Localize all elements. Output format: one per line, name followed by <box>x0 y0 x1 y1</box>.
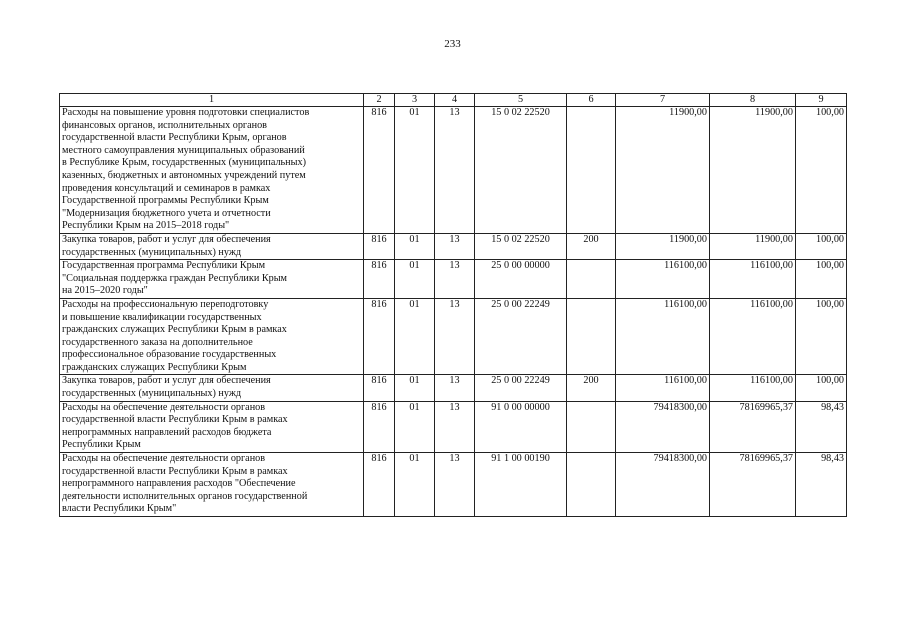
column-header: 2 <box>364 94 395 107</box>
cell-col-9: 100,00 <box>796 107 847 234</box>
column-header: 4 <box>435 94 475 107</box>
table-row <box>60 298 847 375</box>
cell-expense-type <box>567 260 616 299</box>
cell-target-article: 25 0 00 00000 <box>475 260 567 299</box>
table-row <box>60 401 847 452</box>
cell-ministry-code: 816 <box>364 401 395 452</box>
table-row <box>60 453 847 517</box>
row-description: Расходы на обеспечение деятельности органов государственной власти Республики Крым в рамках непрограммных направлений расходов бюджета Республики Крым <box>60 401 364 452</box>
cell-col-7: 79418300,00 <box>616 453 710 517</box>
cell-subsection-code: 13 <box>435 401 475 452</box>
cell-col-9: 98,43 <box>796 453 847 517</box>
cell-ministry-code: 816 <box>364 298 395 375</box>
row-description: Расходы на профессиональную переподготовку и повышение квалификации государственных гражданских служащих Республики Крым в рамках государственного заказа на дополнительное профессиональное образование государственных гражданских служащих Республики Крым <box>60 298 364 375</box>
cell-subsection-code: 13 <box>435 107 475 234</box>
budget-table <box>59 93 847 517</box>
cell-expense-type <box>567 107 616 234</box>
cell-expense-type <box>567 453 616 517</box>
cell-ministry-code: 816 <box>364 107 395 234</box>
table-row <box>60 233 847 259</box>
cell-col-9: 100,00 <box>796 260 847 299</box>
cell-col-9: 100,00 <box>796 233 847 259</box>
cell-subsection-code: 13 <box>435 233 475 259</box>
cell-col-8: 78169965,37 <box>710 401 796 452</box>
row-description: Закупка товаров, работ и услуг для обеспечения государственных (муниципальных) нужд <box>60 375 364 401</box>
row-description: Закупка товаров, работ и услуг для обеспечения государственных (муниципальных) нужд <box>60 233 364 259</box>
cell-expense-type <box>567 401 616 452</box>
cell-target-article: 91 1 00 00190 <box>475 453 567 517</box>
cell-section-code: 01 <box>395 298 435 375</box>
column-header: 7 <box>616 94 710 107</box>
table-row <box>60 107 847 234</box>
cell-col-7: 116100,00 <box>616 375 710 401</box>
row-description: Государственная программа Республики Крым "Социальная поддержка граждан Республики Крым на 2015–2020 годы" <box>60 260 364 299</box>
cell-col-8: 116100,00 <box>710 375 796 401</box>
column-header: 5 <box>475 94 567 107</box>
cell-target-article: 25 0 00 22249 <box>475 298 567 375</box>
cell-col-7: 79418300,00 <box>616 401 710 452</box>
cell-col-9: 100,00 <box>796 375 847 401</box>
cell-ministry-code: 816 <box>364 233 395 259</box>
cell-col-7: 116100,00 <box>616 298 710 375</box>
cell-subsection-code: 13 <box>435 298 475 375</box>
cell-col-8: 116100,00 <box>710 260 796 299</box>
cell-target-article: 15 0 02 22520 <box>475 233 567 259</box>
header-row <box>60 94 847 107</box>
row-description: Расходы на обеспечение деятельности органов государственной власти Республики Крым в рамках непрограммного направления расходов "Обеспечение деятельности исполнительных органов государственной власти Республики Крым" <box>60 453 364 517</box>
table-row <box>60 260 847 299</box>
cell-target-article: 25 0 00 22249 <box>475 375 567 401</box>
cell-subsection-code: 13 <box>435 453 475 517</box>
cell-ministry-code: 816 <box>364 375 395 401</box>
cell-section-code: 01 <box>395 260 435 299</box>
column-header: 9 <box>796 94 847 107</box>
cell-target-article: 91 0 00 00000 <box>475 401 567 452</box>
cell-ministry-code: 816 <box>364 453 395 517</box>
cell-subsection-code: 13 <box>435 375 475 401</box>
cell-subsection-code: 13 <box>435 260 475 299</box>
row-description: Расходы на повышение уровня подготовки специалистов финансовых органов, исполнительных органов государственной власти Республики Крым, органов местного самоуправления муниципальных образований в Республике Крым, государственных (муниципальных) казенных, бюджетных и автономных учреждений путем проведения консультаций и семинаров в рамках Государственной программы Республики Крым "Модернизация бюджетного учета и отчетности Республики Крым на 2015–2018 годы" <box>60 107 364 234</box>
cell-section-code: 01 <box>395 375 435 401</box>
cell-section-code: 01 <box>395 107 435 234</box>
column-header: 6 <box>567 94 616 107</box>
cell-col-7: 11900,00 <box>616 233 710 259</box>
column-header: 8 <box>710 94 796 107</box>
cell-target-article: 15 0 02 22520 <box>475 107 567 234</box>
cell-col-9: 100,00 <box>796 298 847 375</box>
cell-col-8: 116100,00 <box>710 298 796 375</box>
cell-col-7: 11900,00 <box>616 107 710 234</box>
cell-col-7: 116100,00 <box>616 260 710 299</box>
cell-expense-type: 200 <box>567 375 616 401</box>
cell-col-8: 11900,00 <box>710 107 796 234</box>
cell-expense-type <box>567 298 616 375</box>
cell-section-code: 01 <box>395 233 435 259</box>
page-number: 233 <box>444 38 461 50</box>
cell-col-8: 11900,00 <box>710 233 796 259</box>
cell-expense-type: 200 <box>567 233 616 259</box>
cell-section-code: 01 <box>395 453 435 517</box>
column-header: 3 <box>395 94 435 107</box>
cell-ministry-code: 816 <box>364 260 395 299</box>
cell-section-code: 01 <box>395 401 435 452</box>
cell-col-9: 98,43 <box>796 401 847 452</box>
table-row <box>60 375 847 401</box>
column-header: 1 <box>60 94 364 107</box>
cell-col-8: 78169965,37 <box>710 453 796 517</box>
